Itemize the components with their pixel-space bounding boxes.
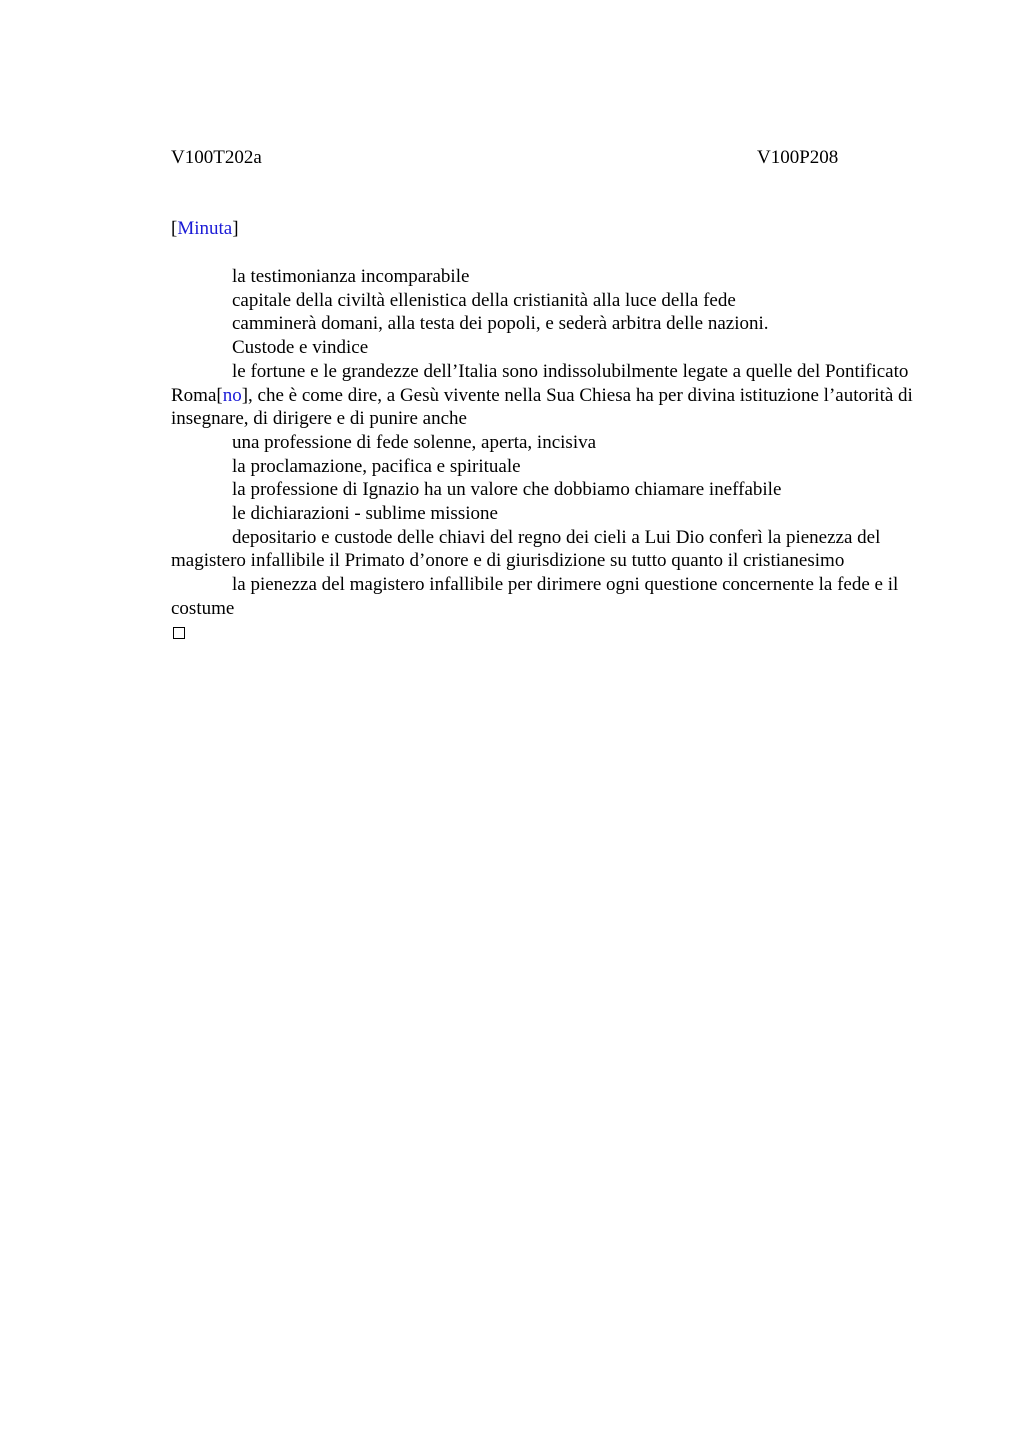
paragraph-text-after: , che è come dire, a Gesù vivente nella Sua Chiesa ha per divina istituzione l’autorità di insegnare, di dirigere e di punire anche <box>171 384 913 430</box>
minuta-label <box>171 218 239 240</box>
document-body <box>171 265 931 639</box>
text-paragraph-pontificato <box>171 360 931 431</box>
text-line: la testimonianza incomparabile <box>232 266 470 287</box>
empty-square-icon <box>173 627 185 639</box>
document-code-left: V100T202a <box>171 147 262 168</box>
text-line: le dichiarazioni - sublime missione <box>232 503 498 525</box>
text-line: la professione di Ignazio ha un valore che dobbiamo chiamare ineffabile <box>232 479 782 501</box>
text-line: camminerà domani, alla testa dei popoli, e sederà arbitra delle nazioni. <box>232 313 769 335</box>
text-paragraph: depositario e custode delle chiavi del regno dei cieli a Lui Dio conferì la pienezza del magistero infallibile il Primato d’onore e di giurisdizione su tutto quanto il cristianesimo <box>171 526 881 572</box>
label-close-bracket: ] <box>232 218 239 239</box>
label-text: Minuta <box>177 218 233 239</box>
text-line: la proclamazione, pacifica e spirituale <box>232 455 521 477</box>
text-line: capitale della civiltà ellenistica della cristianità alla luce della fede <box>232 289 736 311</box>
text-line: Custode e vindice <box>232 337 369 359</box>
inserted-text: no <box>222 384 242 406</box>
insert-close-bracket: ] <box>241 384 249 406</box>
insert-open-bracket: [ <box>216 384 223 406</box>
text-paragraph: la pienezza del magistero infallibile per dirimere ogni questione concernente la fede e il costume <box>171 574 899 619</box>
document-code-right: V100P208 <box>757 147 839 168</box>
paragraph-text-before: le fortune e le grandezze dell’Italia sono indissolubilmente legate a quelle del Pontificato Roma <box>171 360 909 406</box>
label-open-bracket: [ <box>171 218 178 239</box>
text-line: una professione di fede solenne, aperta, incisiva <box>232 431 597 453</box>
